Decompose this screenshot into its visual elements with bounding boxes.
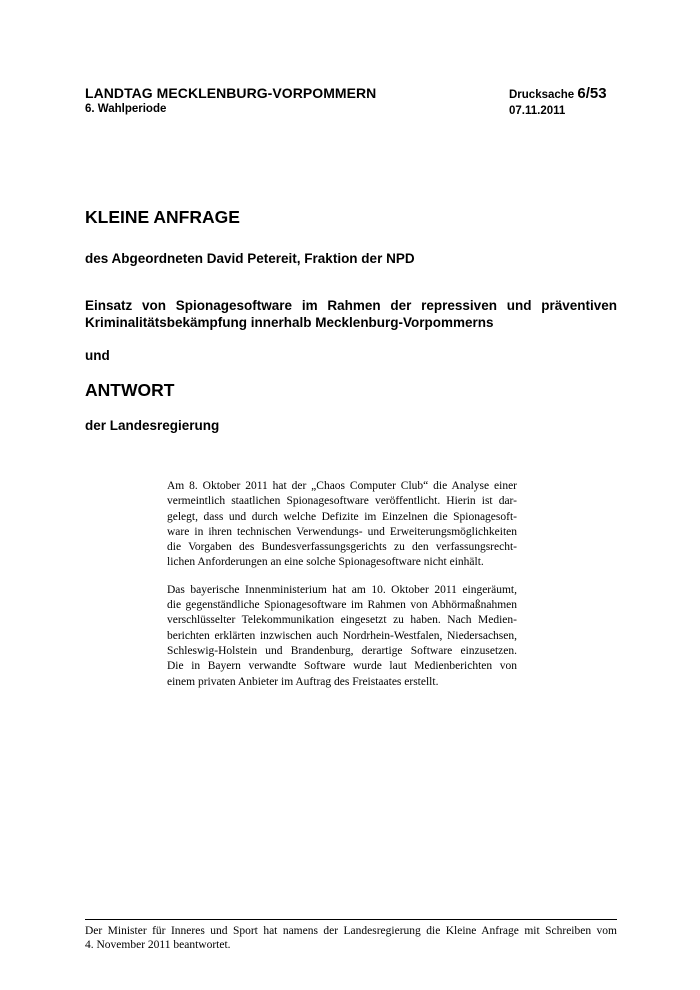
- answer-body: [167, 479, 517, 690]
- connector-text: und: [85, 348, 110, 363]
- footnote-line: 4. November 2011 beantwortet.: [85, 939, 231, 951]
- footnote-line: Der Minister für Inneres und Sport hat namens der Landesregierung die Kleine Anfrage mit Schreiben vom: [85, 925, 617, 937]
- question-subject: [85, 297, 617, 331]
- body-paragraph-2: [167, 583, 517, 690]
- text-line: die Vorgaben des Bundesverfassungsgerichts zu den verfassungsrecht-: [167, 541, 517, 554]
- document-header: [85, 85, 376, 116]
- text-line: Schleswig-Holstein und Brandenburg, derartige Software einzusetzen.: [167, 644, 517, 657]
- text-line: Am 8. Oktober 2011 hat der „Chaos Computer Club“ die Analyse einer: [167, 480, 517, 492]
- text-line: Die in Bayern verwandte Software wurde laut Medienberichten von: [167, 660, 517, 673]
- legislative-period: 6. Wahlperiode: [85, 103, 167, 115]
- answer-author: der Landesregierung: [85, 418, 220, 433]
- answer-heading: ANTWORT: [85, 380, 175, 400]
- text-line: ware in ihren technischen Verwendungs- und Erweiterungsmöglichkeiten: [167, 525, 517, 538]
- drucksache-line: [509, 85, 607, 104]
- question-author: des Abgeordneten David Petereit, Fraktion der NPD: [85, 251, 415, 266]
- text-line: gelegt, dass und durch welche Defizite im Einzelnen die Spionagesoft-: [167, 510, 517, 523]
- drucksache-number: 6/53: [577, 85, 607, 102]
- footnote: [85, 919, 617, 952]
- parliament-name: LANDTAG MECKLENBURG-VORPOMMERN: [85, 85, 377, 101]
- subject-line: Kriminalitätsbekämpfung innerhalb Mecklenburg-Vorpommerns: [85, 315, 494, 330]
- document-date: 07.11.2011: [509, 105, 566, 117]
- text-line: berichten erklärten inzwischen auch Nordrhein-Westfalen, Niedersachsen,: [167, 629, 517, 642]
- text-line: lichen Anforderungen an eine solche Spionagesoftware nicht einhält.: [167, 556, 484, 569]
- document-reference: [509, 85, 607, 118]
- subject-line: Einsatz von Spionagesoftware im Rahmen der repressiven und präventiven: [85, 298, 617, 313]
- body-paragraph-1: [167, 479, 517, 571]
- text-line: Das bayerische Innenministerium hat am 10. Oktober 2011 eingeräumt,: [167, 583, 517, 596]
- question-heading: KLEINE ANFRAGE: [85, 207, 240, 227]
- text-line: einem privaten Anbieter im Auftrag des Freistaates erstellt.: [167, 675, 439, 688]
- text-line: vermeintlich staatlichen Spionagesoftware veröffentlicht. Hierin ist dar-: [167, 495, 517, 508]
- text-line: verschlüsselter Telekommunikation eingesetzt zu haben. Nach Medien-: [167, 614, 517, 627]
- text-line: die gegenständliche Spionagesoftware im Rahmen von Abhörmaßnahmen: [167, 599, 517, 612]
- drucksache-label: Drucksache: [509, 89, 575, 101]
